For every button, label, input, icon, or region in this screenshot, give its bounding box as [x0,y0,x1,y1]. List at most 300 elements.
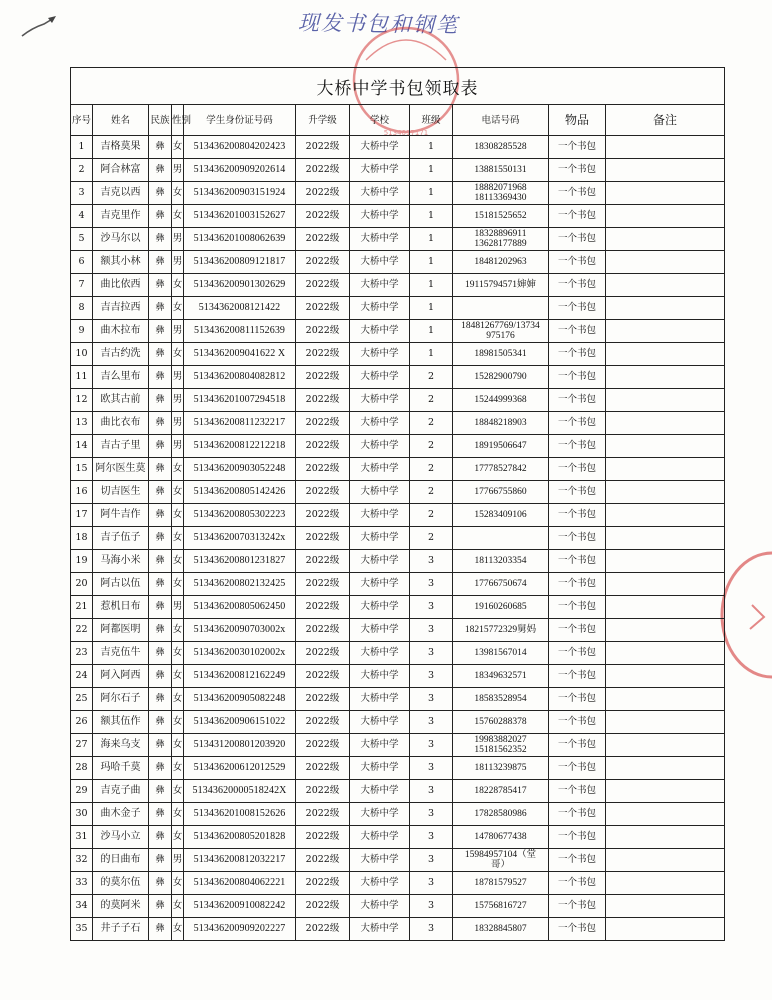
cell-remarks [606,136,725,159]
cell-phone [453,780,549,803]
cell-school: 大桥中学 [350,435,410,458]
cell-row-index: 28 [71,757,93,780]
cell-remarks [606,389,725,412]
cell-grade: 2022级 [296,573,350,596]
cell-grade: 2022级 [296,182,350,205]
cell-student-name: 额其小林 [93,251,149,274]
cell-phone [453,412,549,435]
table-row [71,504,725,527]
cell-id-number: 513436200901302629 [184,274,296,297]
cell-phone [453,228,549,251]
cell-remarks [606,734,725,757]
table-row [71,872,725,895]
phone-line: 18781579527 [474,878,527,888]
table-row [71,665,725,688]
cell-row-index: 26 [71,711,93,734]
cell-school: 大桥中学 [350,297,410,320]
cell-class: 3 [410,757,453,780]
cell-class: 2 [410,527,453,550]
table-row [71,895,725,918]
header-remarks: 备注 [606,105,725,136]
cell-school: 大桥中学 [350,527,410,550]
cell-ethnicity: 彝 [149,435,172,458]
cell-sex: 女 [172,895,184,918]
cell-phone [453,343,549,366]
cell-ethnicity: 彝 [149,366,172,389]
cell-row-index: 1 [71,136,93,159]
cell-row-index: 13 [71,412,93,435]
cell-grade: 2022级 [296,619,350,642]
phone-line: 18215772329舅妈 [464,625,537,635]
cell-phone [453,251,549,274]
cell-school: 大桥中学 [350,251,410,274]
cell-student-name: 阿尔医生莫 [93,458,149,481]
cell-item: 一个书包 [549,251,606,274]
table-row [71,527,725,550]
cell-class: 3 [410,596,453,619]
cell-phone [453,504,549,527]
cell-phone [453,688,549,711]
cell-id-number: 513436201003152627 [184,205,296,228]
cell-id-number: 5134362008121422 [184,297,296,320]
cell-sex: 男 [172,389,184,412]
cell-phone [453,734,549,757]
cell-id-number: 513431200801203920 [184,734,296,757]
cell-school: 大桥中学 [350,826,410,849]
cell-sex: 女 [172,136,184,159]
cell-sex: 女 [172,803,184,826]
header-index: 序号 [71,105,93,136]
cell-row-index: 23 [71,642,93,665]
cell-id-number: 513436200811152639 [184,320,296,343]
cell-item: 一个书包 [549,504,606,527]
cell-sex: 女 [172,343,184,366]
cell-item: 一个书包 [549,596,606,619]
cell-student-name: 吉克以西 [93,182,149,205]
cell-ethnicity: 彝 [149,228,172,251]
phone-line: 17766755860 [474,487,527,497]
cell-grade: 2022级 [296,320,350,343]
cell-id-number: 513436200805062450 [184,596,296,619]
phone-line: 15181562352 [474,745,527,755]
phone-line: 15282900790 [474,372,527,382]
cell-item: 一个书包 [549,665,606,688]
cell-remarks [606,573,725,596]
cell-school: 大桥中学 [350,159,410,182]
cell-item: 一个书包 [549,780,606,803]
cell-ethnicity: 彝 [149,320,172,343]
cell-id-number: 513436200905082248 [184,688,296,711]
cell-school: 大桥中学 [350,780,410,803]
cell-class: 1 [410,343,453,366]
cell-grade: 2022级 [296,596,350,619]
cell-phone [453,550,549,573]
cell-remarks [606,918,725,941]
phone-line: 18981505341 [474,349,527,359]
cell-student-name: 阿古以伍 [93,573,149,596]
cell-school: 大桥中学 [350,550,410,573]
header-grade: 升学级 [296,105,350,136]
phone-line: 18228785417 [474,786,527,796]
cell-grade: 2022级 [296,205,350,228]
cell-sex: 男 [172,228,184,251]
header-row [71,105,725,136]
cell-grade: 2022级 [296,642,350,665]
cell-remarks [606,849,725,872]
pen-stroke-mark [18,14,58,40]
cell-remarks [606,619,725,642]
table-row [71,297,725,320]
cell-student-name: 的日曲布 [93,849,149,872]
cell-school: 大桥中学 [350,366,410,389]
cell-grade: 2022级 [296,550,350,573]
table-row [71,274,725,297]
table-row [71,918,725,941]
cell-item: 一个书包 [549,136,606,159]
cell-class: 3 [410,780,453,803]
cell-sex: 男 [172,320,184,343]
phone-line: 15756816727 [474,901,527,911]
cell-remarks [606,550,725,573]
cell-school: 大桥中学 [350,274,410,297]
cell-item: 一个书包 [549,757,606,780]
cell-row-index: 27 [71,734,93,757]
cell-school: 大桥中学 [350,343,410,366]
table-row [71,780,725,803]
cell-id-number: 513436201008152626 [184,803,296,826]
table-row [71,619,725,642]
cell-item: 一个书包 [549,182,606,205]
cell-student-name: 吉古约洗 [93,343,149,366]
cell-class: 1 [410,297,453,320]
form-title: 大桥中学书包领取表 [71,68,725,105]
cell-item: 一个书包 [549,895,606,918]
cell-row-index: 20 [71,573,93,596]
cell-class: 2 [410,435,453,458]
cell-ethnicity: 彝 [149,458,172,481]
cell-ethnicity: 彝 [149,343,172,366]
cell-grade: 2022级 [296,757,350,780]
cell-ethnicity: 彝 [149,550,172,573]
cell-school: 大桥中学 [350,918,410,941]
cell-class: 1 [410,136,453,159]
cell-item: 一个书包 [549,343,606,366]
cell-id-number: 5134362009041622 X [184,343,296,366]
cell-item: 一个书包 [549,918,606,941]
cell-student-name: 海来乌支 [93,734,149,757]
cell-row-index: 6 [71,251,93,274]
phone-line: 18919506647 [474,441,527,451]
table-row [71,481,725,504]
table-row [71,136,725,159]
cell-phone [453,274,549,297]
cell-sex: 女 [172,274,184,297]
cell-ethnicity: 彝 [149,895,172,918]
cell-item: 一个书包 [549,228,606,251]
cell-ethnicity: 彝 [149,573,172,596]
cell-remarks [606,872,725,895]
table-row [71,412,725,435]
cell-class: 1 [410,251,453,274]
cell-sex: 女 [172,297,184,320]
cell-phone [453,366,549,389]
cell-item: 一个书包 [549,320,606,343]
cell-remarks [606,320,725,343]
cell-grade: 2022级 [296,274,350,297]
cell-student-name: 曲比衣布 [93,412,149,435]
cell-id-number: 513436200809121817 [184,251,296,274]
header-name: 姓名 [93,105,149,136]
cell-school: 大桥中学 [350,688,410,711]
cell-item: 一个书包 [549,159,606,182]
cell-grade: 2022级 [296,159,350,182]
cell-student-name: 的莫阿米 [93,895,149,918]
cell-sex: 女 [172,527,184,550]
cell-student-name: 吉克里作 [93,205,149,228]
cell-id-number: 51343620090703002x [184,619,296,642]
cell-school: 大桥中学 [350,596,410,619]
cell-row-index: 21 [71,596,93,619]
cell-remarks [606,274,725,297]
cell-school: 大桥中学 [350,711,410,734]
table-row [71,366,725,389]
cell-ethnicity: 彝 [149,274,172,297]
cell-student-name: 吉克伍牛 [93,642,149,665]
cell-phone [453,458,549,481]
cell-ethnicity: 彝 [149,481,172,504]
cell-phone [453,205,549,228]
table-row [71,182,725,205]
phone-line: 975176 [486,331,515,341]
cell-ethnicity: 彝 [149,642,172,665]
cell-school: 大桥中学 [350,619,410,642]
cell-remarks [606,458,725,481]
cell-ethnicity: 彝 [149,412,172,435]
cell-remarks [606,205,725,228]
cell-school: 大桥中学 [350,757,410,780]
table-row [71,159,725,182]
cell-school: 大桥中学 [350,389,410,412]
cell-row-index: 32 [71,849,93,872]
cell-item: 一个书包 [549,412,606,435]
cell-item: 一个书包 [549,573,606,596]
cell-row-index: 22 [71,619,93,642]
cell-item: 一个书包 [549,872,606,895]
cell-id-number: 513436200805302223 [184,504,296,527]
cell-sex: 男 [172,159,184,182]
table-row [71,573,725,596]
cell-class: 3 [410,734,453,757]
cell-sex: 女 [172,757,184,780]
cell-ethnicity: 彝 [149,619,172,642]
cell-class: 2 [410,458,453,481]
cell-row-index: 16 [71,481,93,504]
cell-sex: 女 [172,688,184,711]
cell-id-number: 513436200805142426 [184,481,296,504]
svg-text:5134017171: 5134017171 [383,129,429,137]
cell-grade: 2022级 [296,527,350,550]
phone-line: 18882071968 [474,183,527,193]
cell-id-number: 513436201007294518 [184,389,296,412]
cell-phone [453,665,549,688]
cell-class: 2 [410,504,453,527]
phone-line: 18113369430 [474,193,527,203]
cell-sex: 女 [172,642,184,665]
cell-student-name: 切吉医生 [93,481,149,504]
table-row [71,734,725,757]
cell-grade: 2022级 [296,688,350,711]
cell-item: 一个书包 [549,826,606,849]
phone-line: 15984957104（堂 [464,850,537,860]
cell-phone [453,389,549,412]
cell-phone [453,619,549,642]
cell-class: 1 [410,320,453,343]
cell-grade: 2022级 [296,734,350,757]
cell-school: 大桥中学 [350,182,410,205]
cell-student-name: 沙马尔以 [93,228,149,251]
phone-line: 18328896911 [474,229,527,239]
cell-row-index: 33 [71,872,93,895]
cell-class: 1 [410,159,453,182]
phone-line: 17778527842 [474,464,527,474]
table-body [71,136,725,941]
cell-school: 大桥中学 [350,872,410,895]
cell-row-index: 15 [71,458,93,481]
table-row [71,458,725,481]
phone-line: 15181525652 [474,211,527,221]
cell-grade: 2022级 [296,366,350,389]
cell-class: 3 [410,849,453,872]
cell-phone [453,895,549,918]
cell-sex: 男 [172,435,184,458]
cell-sex: 男 [172,251,184,274]
cell-id-number: 513436200802132425 [184,573,296,596]
cell-class: 3 [410,711,453,734]
cell-sex: 女 [172,504,184,527]
phone-line: 18328845807 [474,924,527,934]
cell-remarks [606,159,725,182]
phone-line: 18349632571 [474,671,527,681]
cell-sex: 女 [172,182,184,205]
cell-ethnicity: 彝 [149,159,172,182]
table-row [71,435,725,458]
cell-grade: 2022级 [296,504,350,527]
cell-class: 3 [410,665,453,688]
cell-ethnicity: 彝 [149,780,172,803]
cell-id-number: 513436200910082242 [184,895,296,918]
cell-remarks [606,642,725,665]
cell-remarks [606,412,725,435]
cell-item: 一个书包 [549,527,606,550]
cell-class: 3 [410,918,453,941]
cell-item: 一个书包 [549,297,606,320]
cell-phone [453,481,549,504]
cell-sex: 女 [172,665,184,688]
cell-student-name: 井子子石 [93,918,149,941]
header-sex: 性别 [172,105,184,136]
table-row [71,205,725,228]
cell-row-index: 14 [71,435,93,458]
cell-school: 大桥中学 [350,320,410,343]
cell-id-number: 513436200804082812 [184,366,296,389]
cell-row-index: 19 [71,550,93,573]
cell-class: 3 [410,872,453,895]
cell-row-index: 3 [71,182,93,205]
cell-class: 3 [410,550,453,573]
table-row [71,320,725,343]
cell-item: 一个书包 [549,481,606,504]
cell-class: 2 [410,481,453,504]
cell-row-index: 24 [71,665,93,688]
cell-id-number: 51343620030102002x [184,642,296,665]
cell-school: 大桥中学 [350,228,410,251]
cell-grade: 2022级 [296,136,350,159]
cell-grade: 2022级 [296,458,350,481]
cell-id-number: 513436200903151924 [184,182,296,205]
cell-class: 1 [410,274,453,297]
cell-class: 3 [410,826,453,849]
cell-remarks [606,826,725,849]
cell-student-name: 曲木拉布 [93,320,149,343]
cell-id-number: 51343620000518242X [184,780,296,803]
cell-phone [453,297,549,320]
cell-student-name: 阿牛吉作 [93,504,149,527]
cell-student-name: 欧其古前 [93,389,149,412]
table-row [71,688,725,711]
phone-line: 19160260685 [474,602,527,612]
cell-remarks [606,895,725,918]
phone-line: 18481202963 [474,257,527,267]
phone-line: 18308285528 [474,142,527,152]
book-bag-receipt-table [70,67,725,941]
cell-sex: 女 [172,826,184,849]
cell-ethnicity: 彝 [149,918,172,941]
cell-phone [453,320,549,343]
cell-ethnicity: 彝 [149,389,172,412]
cell-item: 一个书包 [549,435,606,458]
cell-student-name: 阿都医明 [93,619,149,642]
cell-sex: 女 [172,711,184,734]
cell-phone [453,918,549,941]
cell-sex: 女 [172,734,184,757]
cell-school: 大桥中学 [350,412,410,435]
cell-row-index: 4 [71,205,93,228]
cell-grade: 2022级 [296,412,350,435]
cell-phone [453,849,549,872]
cell-school: 大桥中学 [350,458,410,481]
phone-line: 17828580986 [474,809,527,819]
cell-school: 大桥中学 [350,205,410,228]
cell-class: 3 [410,573,453,596]
cell-school: 大桥中学 [350,504,410,527]
cell-row-index: 25 [71,688,93,711]
cell-student-name: 吉么里布 [93,366,149,389]
cell-student-name: 吉克子曲 [93,780,149,803]
cell-student-name: 阿合林富 [93,159,149,182]
cell-remarks [606,757,725,780]
cell-item: 一个书包 [549,389,606,412]
cell-remarks [606,527,725,550]
cell-row-index: 11 [71,366,93,389]
cell-phone [453,527,549,550]
cell-item: 一个书包 [549,849,606,872]
header-school: 学校 [350,105,410,136]
cell-remarks [606,297,725,320]
cell-id-number: 513436200812032217 [184,849,296,872]
cell-ethnicity: 彝 [149,527,172,550]
cell-sex: 女 [172,918,184,941]
phone-line: 18113239875 [474,763,527,773]
